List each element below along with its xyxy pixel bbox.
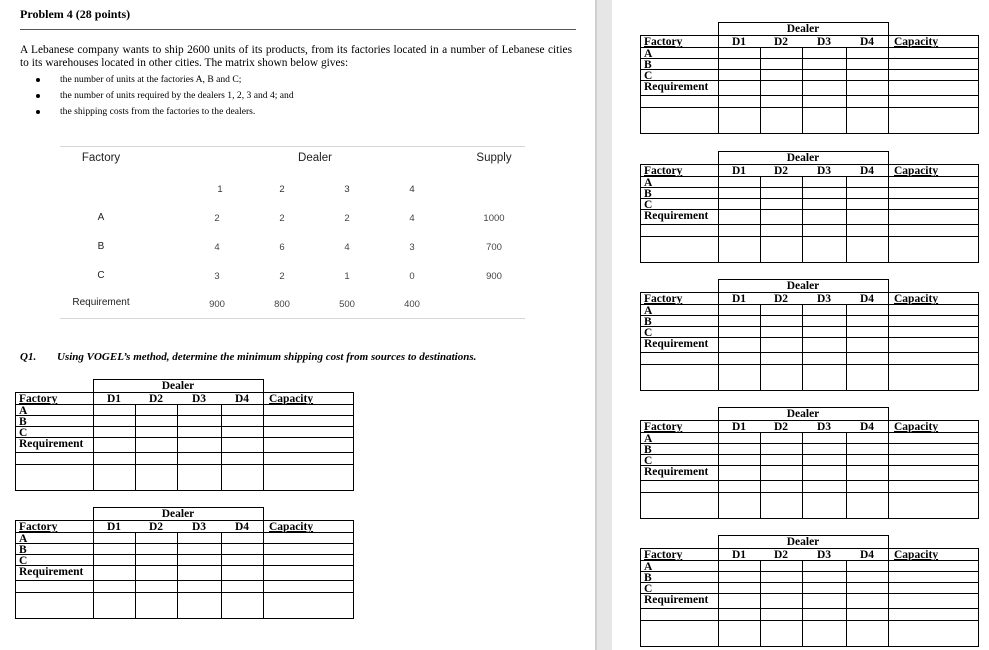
- table-dealer-label: Dealer: [786, 152, 820, 164]
- matrix-dealer-number: 2: [279, 184, 285, 195]
- matrix-requirement-cell: 400: [404, 299, 420, 310]
- matrix-cost-cell: 2: [279, 271, 285, 282]
- table-rule: [978, 164, 979, 263]
- table-rule: [640, 582, 979, 583]
- table-rule: [263, 507, 264, 619]
- table-rule: [888, 22, 889, 134]
- table-factory-row-label: B: [644, 188, 652, 200]
- table-dealer-label: Dealer: [161, 508, 195, 520]
- table-rule: [15, 415, 354, 416]
- table-factory-label: Factory: [644, 165, 683, 177]
- problem-title: Problem 4 (28 points): [20, 7, 131, 21]
- table-rule: [846, 47, 847, 134]
- table-rule: [640, 107, 979, 108]
- matrix-cost-cell: 2: [279, 213, 285, 224]
- table-rule: [15, 392, 16, 491]
- matrix-factory-header: Factory: [81, 152, 121, 164]
- matrix-cost-cell: 3: [409, 242, 415, 253]
- matrix-cost-cell: 4: [214, 242, 220, 253]
- table-factory-row-label: B: [644, 572, 652, 584]
- table-rule: [640, 69, 979, 70]
- vogel-table: [640, 279, 978, 390]
- matrix-cost-cell: 0: [409, 271, 415, 282]
- table-factory-row-label: C: [644, 455, 653, 467]
- table-dealer-label: Dealer: [786, 280, 820, 292]
- table-dealer-col: D3: [816, 36, 832, 48]
- table-dealer-label: Dealer: [786, 536, 820, 548]
- matrix-cost-cell: 1: [344, 271, 350, 282]
- table-rule: [640, 262, 979, 263]
- table-rule: [15, 580, 354, 581]
- bullet-dot-icon: [36, 94, 40, 98]
- table-factory-row-label: C: [644, 327, 653, 339]
- matrix-factory-label: C: [97, 270, 105, 281]
- matrix-requirement-cell: 500: [339, 299, 355, 310]
- table-factory-row-label: B: [644, 59, 652, 71]
- table-rule: [640, 443, 979, 444]
- table-factory-row-label: A: [19, 405, 28, 417]
- right-panel: [612, 0, 989, 650]
- table-rule: [640, 187, 979, 188]
- table-rule: [221, 404, 222, 491]
- table-rule: [846, 432, 847, 519]
- table-rule: [15, 464, 354, 465]
- table-dealer-col: D3: [191, 521, 207, 533]
- table-rule: [640, 608, 979, 609]
- table-rule: [718, 151, 719, 263]
- matrix-top-rule: [60, 146, 525, 147]
- table-rule: [640, 420, 641, 519]
- table-rule: [640, 292, 641, 391]
- table-capacity-label: Capacity: [269, 393, 314, 405]
- table-rule: [15, 426, 354, 427]
- table-rule: [640, 58, 979, 59]
- table-capacity-label: Capacity: [894, 36, 939, 48]
- table-requirement-label: Requirement: [644, 81, 709, 93]
- table-rule: [353, 392, 354, 491]
- problem-intro: A Lebanese company wants to ship 2600 units of its products, from its factories located in a number of Lebanese cities to its warehouses located in other cities. The matrix shown below gives:: [20, 44, 572, 69]
- table-dealer-col: D3: [191, 393, 207, 405]
- table-factory-label: Factory: [19, 393, 58, 405]
- table-dealer-col: D1: [731, 36, 747, 48]
- table-factory-row-label: C: [19, 555, 28, 567]
- table-factory-row-label: B: [644, 316, 652, 328]
- title-rule: [20, 29, 576, 30]
- table-rule: [978, 420, 979, 519]
- table-rule: [718, 407, 719, 519]
- table-dealer-col: D2: [773, 421, 789, 433]
- table-rule: [640, 236, 979, 237]
- table-dealer-col: D2: [773, 293, 789, 305]
- table-factory-row-label: C: [644, 583, 653, 595]
- table-rule: [15, 554, 354, 555]
- table-factory-row-label: A: [19, 533, 28, 545]
- table-requirement-label: Requirement: [644, 210, 709, 222]
- vogel-table: [640, 407, 978, 518]
- table-dealer-col: D4: [859, 293, 875, 305]
- table-factory-row-label: C: [644, 199, 653, 211]
- matrix-cost-cell: 3: [214, 271, 220, 282]
- cost-matrix: [60, 146, 525, 320]
- matrix-dealer-number: 1: [217, 184, 223, 195]
- question-q1: [20, 351, 476, 363]
- table-requirement-label: Requirement: [19, 438, 84, 450]
- table-dealer-col: D4: [859, 421, 875, 433]
- matrix-bottom-rule: [60, 318, 525, 319]
- vogel-table: [640, 535, 978, 646]
- table-rule: [802, 176, 803, 263]
- table-dealer-col: D1: [731, 549, 747, 561]
- matrix-dealer-number: 4: [409, 184, 415, 195]
- table-rule: [640, 518, 979, 519]
- table-capacity-label: Capacity: [894, 421, 939, 433]
- table-rule: [718, 279, 719, 391]
- table-requirement-label: Requirement: [644, 338, 709, 350]
- vogel-table: [640, 151, 978, 262]
- table-rule: [15, 592, 354, 593]
- table-rule: [760, 176, 761, 263]
- table-rule: [802, 432, 803, 519]
- table-dealer-col: D1: [731, 421, 747, 433]
- vogel-table: [15, 379, 353, 490]
- table-dealer-col: D4: [859, 549, 875, 561]
- table-rule: [846, 304, 847, 391]
- table-rule: [15, 520, 16, 619]
- table-rule: [15, 452, 354, 453]
- table-dealer-col: D2: [773, 36, 789, 48]
- table-dealer-col: D3: [816, 421, 832, 433]
- matrix-cost-cell: 2: [214, 213, 220, 224]
- matrix-factory-label: A: [97, 212, 105, 223]
- table-rule: [93, 379, 94, 491]
- matrix-requirement-label: Requirement: [72, 297, 130, 308]
- table-rule: [718, 22, 719, 134]
- table-capacity-label: Capacity: [894, 293, 939, 305]
- table-requirement-label: Requirement: [19, 566, 84, 578]
- bullet-item: the number of units at the factories A, B and C;: [36, 72, 556, 88]
- table-rule: [760, 432, 761, 519]
- table-dealer-label: Dealer: [161, 380, 195, 392]
- matrix-supply-header: Supply: [476, 152, 512, 164]
- table-rule: [640, 390, 979, 391]
- table-factory-row-label: A: [644, 305, 653, 317]
- matrix-dealer-number: 3: [344, 184, 350, 195]
- table-rule: [177, 404, 178, 491]
- table-rule: [640, 548, 641, 647]
- table-rule: [640, 95, 979, 96]
- table-dealer-col: D3: [816, 549, 832, 561]
- table-dealer-col: D1: [106, 521, 122, 533]
- table-factory-row-label: B: [644, 444, 652, 456]
- table-rule: [221, 532, 222, 619]
- table-dealer-label: Dealer: [786, 408, 820, 420]
- table-rule: [263, 379, 264, 491]
- table-rule: [846, 560, 847, 647]
- table-rule: [640, 224, 979, 225]
- table-factory-row-label: A: [644, 433, 653, 445]
- table-rule: [978, 35, 979, 134]
- table-rule: [640, 620, 979, 621]
- table-dealer-col: D2: [773, 549, 789, 561]
- table-capacity-label: Capacity: [269, 521, 314, 533]
- bullet-item: the shipping costs from the factories to the dealers.: [36, 104, 556, 120]
- table-rule: [177, 532, 178, 619]
- table-rule: [640, 364, 979, 365]
- table-rule: [760, 47, 761, 134]
- question-text: Using VOGEL’s method, determine the minimum shipping cost from sources to destinations.: [57, 351, 477, 363]
- table-dealer-col: D2: [773, 165, 789, 177]
- table-dealer-col: D4: [234, 521, 250, 533]
- table-rule: [640, 35, 641, 134]
- table-capacity-label: Capacity: [894, 549, 939, 561]
- table-rule: [640, 326, 979, 327]
- matrix-cost-cell: 4: [409, 213, 415, 224]
- table-rule: [640, 198, 979, 199]
- table-factory-label: Factory: [19, 521, 58, 533]
- table-rule: [978, 548, 979, 647]
- table-rule: [888, 151, 889, 263]
- table-rule: [640, 480, 979, 481]
- matrix-factory-label: B: [97, 241, 105, 252]
- table-capacity-label: Capacity: [894, 165, 939, 177]
- table-rule: [135, 532, 136, 619]
- table-dealer-col: D1: [106, 393, 122, 405]
- table-rule: [93, 507, 94, 619]
- table-rule: [888, 535, 889, 647]
- table-requirement-label: Requirement: [644, 466, 709, 478]
- table-rule: [640, 646, 979, 647]
- vogel-table: [15, 507, 353, 618]
- table-rule: [978, 292, 979, 391]
- matrix-requirement-cell: 800: [274, 299, 290, 310]
- table-rule: [640, 492, 979, 493]
- matrix-supply-cell: 900: [486, 271, 502, 282]
- table-dealer-col: D4: [859, 165, 875, 177]
- table-rule: [640, 164, 641, 263]
- matrix-requirement-cell: 900: [209, 299, 225, 310]
- table-factory-row-label: C: [19, 427, 28, 439]
- table-factory-row-label: A: [644, 48, 653, 60]
- table-dealer-col: D1: [731, 165, 747, 177]
- matrix-supply-cell: 1000: [483, 213, 505, 224]
- table-rule: [846, 176, 847, 263]
- question-number: Q1.: [20, 351, 37, 363]
- table-factory-row-label: A: [644, 177, 653, 189]
- table-factory-label: Factory: [644, 293, 683, 305]
- table-dealer-col: D2: [148, 521, 164, 533]
- matrix-cost-cell: 2: [344, 213, 350, 224]
- bullet-dot-icon: [36, 110, 40, 114]
- table-dealer-col: D1: [731, 293, 747, 305]
- table-rule: [718, 535, 719, 647]
- table-rule: [135, 404, 136, 491]
- table-dealer-col: D4: [234, 393, 250, 405]
- problem-bullets: [36, 72, 556, 120]
- table-dealer-col: D4: [859, 36, 875, 48]
- matrix-cost-cell: 4: [344, 242, 350, 253]
- table-rule: [802, 560, 803, 647]
- page-gutter: [595, 0, 612, 650]
- table-rule: [760, 304, 761, 391]
- table-rule: [640, 454, 979, 455]
- vogel-table: [640, 22, 978, 133]
- table-rule: [760, 560, 761, 647]
- table-factory-label: Factory: [644, 549, 683, 561]
- table-rule: [640, 315, 979, 316]
- matrix-supply-cell: 700: [486, 242, 502, 253]
- table-factory-row-label: B: [19, 544, 27, 556]
- bullet-item: the number of units required by the dealers 1, 2, 3 and 4; and: [36, 88, 556, 104]
- table-rule: [15, 490, 354, 491]
- table-rule: [353, 520, 354, 619]
- table-rule: [640, 571, 979, 572]
- table-dealer-col: D3: [816, 293, 832, 305]
- table-rule: [802, 47, 803, 134]
- table-rule: [888, 407, 889, 519]
- table-rule: [15, 618, 354, 619]
- matrix-dealer-header: Dealer: [298, 152, 332, 164]
- table-rule: [15, 543, 354, 544]
- table-rule: [802, 304, 803, 391]
- bullet-dot-icon: [36, 78, 40, 82]
- table-factory-row-label: A: [644, 561, 653, 573]
- table-factory-row-label: C: [644, 70, 653, 82]
- table-dealer-col: D3: [816, 165, 832, 177]
- table-rule: [640, 133, 979, 134]
- table-factory-label: Factory: [644, 421, 683, 433]
- table-dealer-label: Dealer: [786, 23, 820, 35]
- table-rule: [640, 352, 979, 353]
- table-dealer-col: D2: [148, 393, 164, 405]
- table-factory-label: Factory: [644, 36, 683, 48]
- table-factory-row-label: B: [19, 416, 27, 428]
- table-requirement-label: Requirement: [644, 594, 709, 606]
- matrix-cost-cell: 6: [279, 242, 285, 253]
- table-rule: [888, 279, 889, 391]
